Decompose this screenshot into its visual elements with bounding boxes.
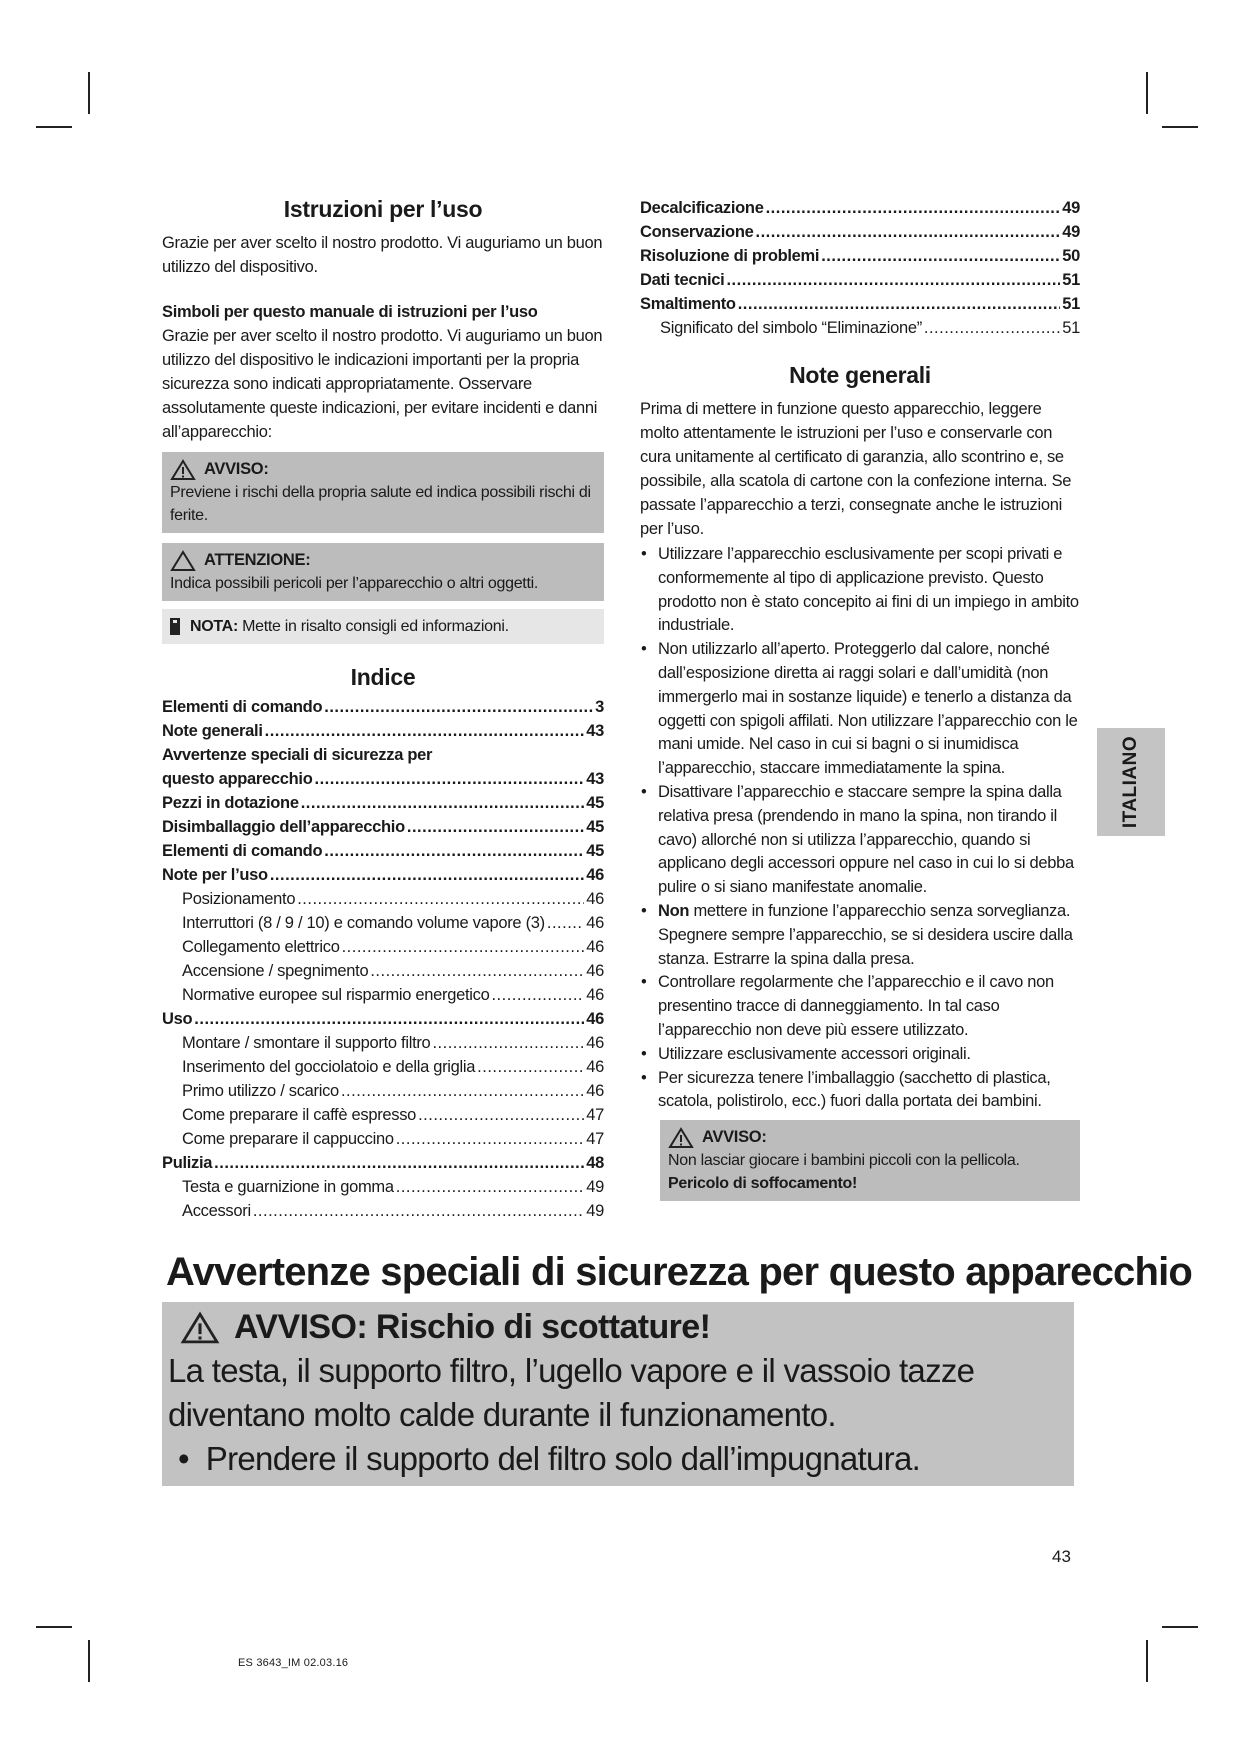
- toc-entry: [640, 268, 1080, 292]
- toc-entry: [162, 983, 604, 1007]
- toc-entry: [162, 1199, 604, 1223]
- list-item: • Per sicurezza tenere l’imballaggio (sacchetto di plastica, scatola, polistirolo, ecc.) fuori dalla portata dei bambini.: [640, 1067, 1080, 1115]
- toc-dot-leader: [477, 1055, 584, 1079]
- toc-dot-leader: [396, 1127, 585, 1151]
- symbols-heading: Simboli per questo manuale di istruzioni per l’uso: [162, 303, 538, 321]
- big-warning-text: La testa, il supporto filtro, l’ugello vapore e il vassoio tazze diventano molto calde durante il funzionamento.: [168, 1352, 975, 1433]
- toc-entry: [640, 196, 1080, 220]
- toc-entry: [162, 1103, 604, 1127]
- table-of-contents: [162, 695, 604, 1223]
- toc-entry-page: 46: [586, 914, 604, 932]
- toc-dot-leader: [407, 815, 584, 839]
- language-tab: [1097, 728, 1165, 836]
- right-column: [640, 196, 1080, 1201]
- list-item: [640, 900, 1080, 971]
- list-item: • Utilizzare l’apparecchio esclusivamente per scopi privati e conformemente al tipo di applicazione previsto. Questo prodotto non è stato concepito ai fini di un impiego in ambito industriale.: [640, 543, 1080, 638]
- intro-text: Grazie per aver scelto il nostro prodotto. Vi auguriamo un buon utilizzo del dispositivo.: [162, 234, 603, 276]
- toc-dot-leader: [194, 1007, 584, 1031]
- left-column: [162, 196, 604, 1223]
- toc-dot-leader: [491, 983, 584, 1007]
- toc-entry: [640, 292, 1080, 316]
- toc-entry: [162, 863, 604, 887]
- toc-entry-page: 45: [586, 842, 604, 860]
- toc-dot-leader: [341, 1079, 584, 1103]
- toc-entry-title: Dati tecnici: [640, 271, 725, 289]
- toc-dot-leader: [547, 911, 584, 935]
- toc-entry-title: Montare / smontare il supporto filtro: [182, 1034, 431, 1052]
- page-number: 43: [1052, 1547, 1071, 1566]
- toc-entry: Avvertenze speciali di sicurezza per: [162, 746, 433, 764]
- big-warning-bullet-text: Prendere il supporto del filtro solo dall’impugnatura.: [205, 1440, 921, 1477]
- toc-entry: [162, 1031, 604, 1055]
- toc-entry-title: Accensione / spegnimento: [182, 962, 369, 980]
- toc-entry: [640, 316, 1080, 340]
- toc-entry-page: 51: [1062, 319, 1080, 337]
- crop-mark: [88, 1640, 90, 1682]
- toc-entry-page: 46: [586, 962, 604, 980]
- avviso-text: Previene i rischi della propria salute ed indica possibili rischi di ferite.: [170, 484, 591, 524]
- toc-dot-leader: [301, 791, 585, 815]
- list-item: • Non utilizzarlo all’aperto. Proteggerlo dal calore, nonché dall’esposizione diretta ai raggi solari e dall’umidità (non immergerlo mai in sostanze liquide) e tenerlo a distanza da oggetti con spigoli affilati. Non utilizzare l’apparecchio con le mani umide. Nel caso in cui si bagni o si inumidisca l’apparecchio, staccare immediatamente la spina.: [640, 638, 1080, 781]
- toc-entry: [162, 815, 604, 839]
- general-notes-intro: Prima di mettere in funzione questo apparecchio, leggere molto attentamente le istruzioni per l’uso e conservarle con cura unitamente al certificato di garanzia, allo scontrino e, se possibile, alla scatola di cartone con la confezione interna. Se passate l’apparecchio a terzi, consegnate anche le istruzioni per l’uso.: [640, 400, 1072, 538]
- attenzione-label: ATTENZIONE:: [204, 551, 311, 569]
- toc-entry: [162, 1055, 604, 1079]
- toc-dot-leader: [396, 1175, 585, 1199]
- toc-entry: [640, 244, 1080, 268]
- toc-entry: [162, 887, 604, 911]
- toc-entry: [162, 719, 604, 743]
- toc-entry-page: 46: [586, 1058, 604, 1076]
- toc-entry-title: Interruttori (8 / 9 / 10) e comando volume vapore (3): [182, 914, 545, 932]
- toc-entry-page: 3: [595, 698, 604, 716]
- symbols-text: Grazie per aver scelto il nostro prodotto. Vi auguriamo un buon utilizzo del dispositivo le indicazioni importanti per la propria sicurezza sono indicati appropriatamente. Osservare assolutamente queste indicazioni, per evitare incidenti e danni all’apparecchio:: [162, 327, 603, 441]
- attenzione-box: [162, 543, 604, 601]
- toc-entry: [162, 767, 604, 791]
- toc-dot-leader: [253, 1199, 584, 1223]
- crop-mark: [36, 126, 72, 128]
- toc-entry-title: Elementi di comando: [162, 698, 323, 716]
- index-title: Indice: [350, 664, 416, 690]
- toc-entry-title: Normative europee sul risparmio energetico: [182, 986, 490, 1004]
- toc-entry-page: 46: [586, 890, 604, 908]
- toc-entry-title: Primo utilizzo / scarico: [182, 1082, 339, 1100]
- safety-bullet-list: [640, 543, 1080, 1114]
- toc-entry-page: 46: [586, 1034, 604, 1052]
- toc-entry: [162, 1127, 604, 1151]
- toc-entry-title: Come preparare il cappuccino: [182, 1130, 394, 1148]
- language-tab-label: ITALIANO: [1120, 735, 1141, 829]
- bullet-bold-word: Non: [658, 901, 690, 920]
- table-of-contents-continued: [640, 196, 1080, 340]
- warning-icon: [180, 1311, 220, 1345]
- big-warning-box: [162, 1302, 1074, 1486]
- warning-icon: [668, 1127, 694, 1149]
- toc-dot-leader: [738, 292, 1061, 316]
- big-warning-title: AVVISO: Rischio di scottature!: [234, 1308, 711, 1346]
- toc-entry-page: 51: [1062, 271, 1080, 289]
- crop-mark: [1162, 1626, 1198, 1628]
- caution-icon: [170, 550, 196, 572]
- toc-entry: [162, 695, 604, 719]
- toc-entry-page: 49: [1062, 199, 1080, 217]
- info-icon: [170, 618, 180, 635]
- toc-entry: [162, 1175, 604, 1199]
- toc-dot-leader: [314, 767, 584, 791]
- toc-entry-page: 51: [1062, 295, 1080, 313]
- toc-entry-title: Inserimento del gocciolatoio e della griglia: [182, 1058, 476, 1076]
- attenzione-text: Indica possibili pericoli per l’apparecchio o altri oggetti.: [170, 575, 538, 592]
- toc-dot-leader: [432, 1031, 584, 1055]
- toc-entry-title: Collegamento elettrico: [182, 938, 340, 956]
- avviso-label: AVVISO:: [702, 1128, 767, 1147]
- toc-entry: [640, 220, 1080, 244]
- nota-text: Mette in risalto consigli ed informazioni.: [237, 618, 509, 635]
- toc-entry-page: 46: [586, 986, 604, 1004]
- toc-dot-leader: [265, 719, 585, 743]
- toc-entry: [162, 911, 604, 935]
- toc-dot-leader: [418, 1103, 584, 1127]
- crop-mark: [1146, 72, 1148, 114]
- toc-entry-title: Decalcificazione: [640, 199, 764, 217]
- toc-entry: [162, 1151, 604, 1175]
- avviso-box-children: [660, 1120, 1080, 1201]
- bullet-text: mettere in funzione l’apparecchio senza sorveglianza. Spegnere sempre l’apparecchio, se si desidera uscire dalla stanza. Estrarre la spina dalla presa.: [658, 901, 1073, 968]
- toc-entry-page: 48: [586, 1154, 604, 1172]
- avviso-text: Non lasciar giocare i bambini piccoli con la pellicola.: [668, 1152, 1020, 1170]
- toc-entry-title: Note per l’uso: [162, 866, 268, 884]
- crop-mark: [36, 1626, 72, 1628]
- avviso-box: [162, 452, 604, 533]
- toc-entry-title: Come preparare il caffè espresso: [182, 1106, 417, 1124]
- toc-entry-page: 46: [586, 1082, 604, 1100]
- toc-entry-title: Smaltimento: [640, 295, 736, 313]
- toc-dot-leader: [297, 887, 584, 911]
- crop-mark: [1162, 126, 1198, 128]
- toc-dot-leader: [755, 220, 1060, 244]
- toc-entry-page: 49: [586, 1178, 604, 1196]
- toc-dot-leader: [370, 959, 584, 983]
- toc-entry-page: 46: [586, 866, 604, 884]
- toc-dot-leader: [821, 244, 1060, 268]
- toc-entry-page: 43: [586, 770, 604, 788]
- toc-entry: [162, 1007, 604, 1031]
- toc-entry: [162, 839, 604, 863]
- toc-entry-title: Pezzi in dotazione: [162, 794, 299, 812]
- toc-dot-leader: [766, 196, 1061, 220]
- list-item: • Utilizzare esclusivamente accessori originali.: [640, 1043, 1080, 1067]
- toc-entry-page: 49: [1062, 223, 1080, 241]
- section-title-instructions: Istruzioni per l’uso: [283, 196, 483, 222]
- toc-entry-page: 50: [1062, 247, 1080, 265]
- toc-dot-leader: [726, 268, 1060, 292]
- list-item: • Disattivare l’apparecchio e staccare sempre la spina dalla relativa presa (prendendo in mano la spina, non tirando il cavo) allorché non si utilizza l’apparecchio, quando si applicano degli accessori oppure nel caso in cui lo si debba pulire o si siano manifestate anomalie.: [640, 781, 1080, 900]
- toc-dot-leader: [324, 839, 584, 863]
- toc-entry-page: 49: [586, 1202, 604, 1220]
- nota-box: [162, 609, 604, 644]
- big-section-title: Avvertenze speciali di sicurezza per questo apparecchio: [166, 1250, 1193, 1294]
- toc-entry: [162, 959, 604, 983]
- toc-entry-page: 45: [586, 794, 604, 812]
- toc-entry-title: Significato del simbolo “Eliminazione”: [660, 319, 922, 337]
- toc-entry-page: 45: [586, 818, 604, 836]
- toc-dot-leader: [214, 1151, 584, 1175]
- toc-entry-page: 47: [586, 1106, 604, 1124]
- toc-entry-title: Note generali: [162, 722, 263, 740]
- toc-entry-title: Disimballaggio dell’apparecchio: [162, 818, 405, 836]
- toc-entry: [162, 935, 604, 959]
- toc-entry-title: Pulizia: [162, 1154, 213, 1172]
- toc-entry-title: Conservazione: [640, 223, 754, 241]
- footer-code: ES 3643_IM 02.03.16: [238, 1657, 349, 1669]
- big-warning-bullet: • Prendere il supporto del filtro solo dall’impugnatura.: [178, 1440, 921, 1477]
- nota-label: NOTA:: [190, 618, 238, 635]
- toc-entry-title: Risoluzione di problemi: [640, 247, 820, 265]
- toc-entry-title: Posizionamento: [182, 890, 296, 908]
- toc-entry-title: Testa e guarnizione in gomma: [182, 1178, 394, 1196]
- toc-dot-leader: [324, 695, 593, 719]
- toc-entry: [162, 1079, 604, 1103]
- toc-entry-page: 43: [586, 722, 604, 740]
- toc-entry-page: 47: [586, 1130, 604, 1148]
- toc-entry-title: Elementi di comando: [162, 842, 323, 860]
- list-item: • Controllare regolarmente che l’apparecchio e il cavo non presentino tracce di danneggiamento. In tal caso l’apparecchio non deve più essere utilizzato.: [640, 971, 1080, 1042]
- toc-entry-title: Uso: [162, 1010, 193, 1028]
- warning-icon: [170, 459, 196, 481]
- section-title-general-notes: Note generali: [789, 362, 931, 388]
- toc-entry-page: 46: [586, 938, 604, 956]
- toc-entry-title: questo apparecchio: [162, 770, 313, 788]
- toc-dot-leader: [270, 863, 584, 887]
- avviso-label: AVVISO:: [204, 460, 269, 478]
- toc-entry-page: 46: [586, 1010, 604, 1028]
- avviso-bold-text: Pericolo di soffocamento!: [668, 1175, 857, 1193]
- toc-dot-leader: [342, 935, 585, 959]
- toc-entry-title: Accessori: [182, 1202, 251, 1220]
- toc-entry: [162, 791, 604, 815]
- crop-mark: [1146, 1640, 1148, 1682]
- crop-mark: [88, 72, 90, 114]
- toc-dot-leader: [924, 316, 1060, 340]
